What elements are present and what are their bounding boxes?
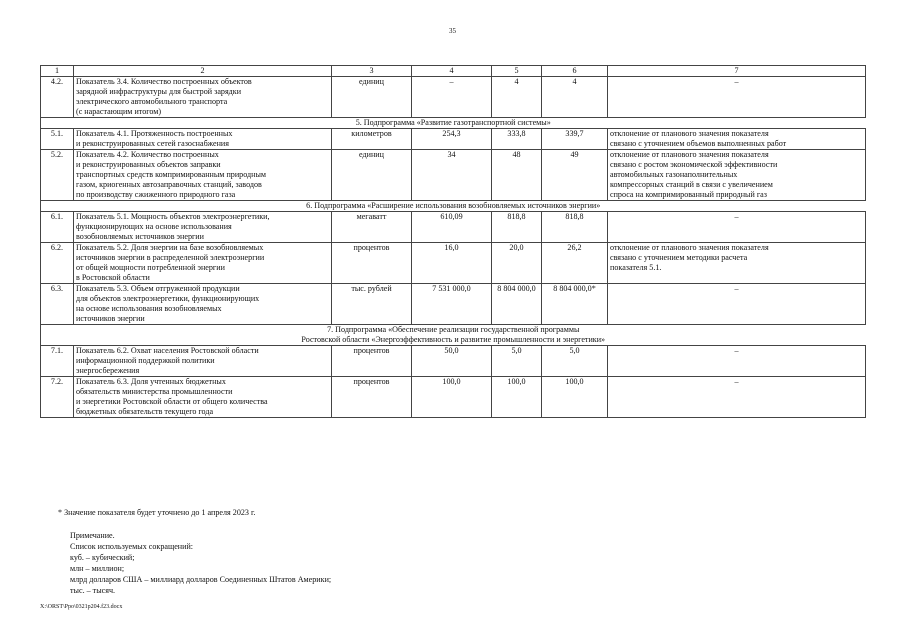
subprogram-row [41, 201, 866, 212]
value-cell: 333,8 [492, 129, 542, 150]
row-number: 5.2. [41, 150, 74, 201]
abbreviation-item: куб. – кубический; [70, 553, 135, 562]
table-row [41, 284, 866, 325]
header-cell: 4 [412, 66, 492, 77]
unit-cell: единиц [332, 77, 412, 118]
notes-block [70, 530, 331, 596]
value-cell: 5,0 [492, 346, 542, 377]
subprogram-row [41, 325, 866, 346]
indicator-name: Показатель 3.4. Количество построенных объектов зарядной инфраструктуры для быстрой зарядки электрического автомобильного транспорта (с нарастающим итогом) [74, 77, 332, 118]
indicators-table [40, 65, 866, 418]
header-cell: 2 [74, 66, 332, 77]
table-row [41, 346, 866, 377]
deviation-note: отклонение от планового значения показателя связано с уточнением методики расчета показателя 5.1. [608, 243, 866, 284]
deviation-note: – [608, 346, 866, 377]
table-row [41, 77, 866, 118]
header-cell: 5 [492, 66, 542, 77]
deviation-note: – [608, 77, 866, 118]
abbreviation-item: млрд долларов США – миллиард долларов Соединенных Штатов Америки; [70, 575, 332, 584]
value-cell: 818,8 [542, 212, 608, 243]
unit-cell: процентов [332, 243, 412, 284]
unit-cell: тыс. рублей [332, 284, 412, 325]
deviation-note: отклонение от планового значения показателя связано с ростом экономической эффективности автомобильных газонаполнительных компрессорных станций в связи с увеличением спроса на компримированный природный газ [608, 150, 866, 201]
value-cell: 8 804 000,0 [492, 284, 542, 325]
row-number: 7.2. [41, 377, 74, 418]
subprogram-title: 5. Подпрограмма «Развитие газотранспортной системы» [41, 118, 866, 129]
value-cell: 26,2 [542, 243, 608, 284]
table-row [41, 129, 866, 150]
indicator-name: Показатель 4.1. Протяженность построенных и реконструированных сетей газоснабжения [74, 129, 332, 150]
value-cell: 8 804 000,0* [542, 284, 608, 325]
indicator-name: Показатель 5.1. Мощность объектов электроэнергетики, функционирующих на основе использования возобновляемых источников энергии [74, 212, 332, 243]
unit-cell: процентов [332, 377, 412, 418]
subprogram-title: 6. Подпрограмма «Расширение использования возобновляемых источников энергии» [41, 201, 866, 212]
value-cell: 100,0 [412, 377, 492, 418]
indicator-name: Показатель 5.2. Доля энергии на базе возобновляемых источников энергии в распределенной электроэнергии от общей мощности потребленной энергии в Ростовской области [74, 243, 332, 284]
value-cell: 16,0 [412, 243, 492, 284]
unit-cell: единиц [332, 150, 412, 201]
page-number: 35 [449, 27, 456, 35]
value-cell: 818,8 [492, 212, 542, 243]
value-cell: 4 [492, 77, 542, 118]
row-number: 6.2. [41, 243, 74, 284]
row-number: 7.1. [41, 346, 74, 377]
value-cell: 48 [492, 150, 542, 201]
value-cell: 5,0 [542, 346, 608, 377]
table-row [41, 377, 866, 418]
value-cell: 49 [542, 150, 608, 201]
notes-subtitle: Список используемых сокращений: [70, 542, 194, 551]
value-cell: 50,0 [412, 346, 492, 377]
unit-cell: километров [332, 129, 412, 150]
header-row [41, 66, 866, 77]
subprogram-title: 7. Подпрограмма «Обеспечение реализации государственной программы Ростовской области «Энергоэффективность и развитие промышленности и энергетики» [41, 325, 866, 346]
value-cell: 100,0 [492, 377, 542, 418]
deviation-note: отклонение от планового значения показателя связано с уточнением объемов выполненных работ [608, 129, 866, 150]
value-cell: 20,0 [492, 243, 542, 284]
file-path: X:\ORST\Ppo\0321p204.f23.docx [40, 604, 123, 610]
value-cell: – [412, 77, 492, 118]
value-cell: 254,3 [412, 129, 492, 150]
value-cell: 100,0 [542, 377, 608, 418]
header-cell: 3 [332, 66, 412, 77]
header-cell: 7 [608, 66, 866, 77]
table-row [41, 150, 866, 201]
deviation-note: – [608, 284, 866, 325]
indicator-name: Показатель 6.2. Охват населения Ростовской области информационной поддержкой политики энергосбережения [74, 346, 332, 377]
indicator-name: Показатель 4.2. Количество построенных и реконструированных объектов заправки транспортных средств компримированным природным газом, криогенных автозаправочных станций, заводов по производству сжиженного природного газа [74, 150, 332, 201]
abbreviation-item: тыс. – тысяч. [70, 586, 116, 595]
table-row [41, 243, 866, 284]
notes-title: Примечание. [70, 531, 115, 540]
value-cell: 610,09 [412, 212, 492, 243]
value-cell: 4 [542, 77, 608, 118]
header-cell: 1 [41, 66, 74, 77]
row-number: 6.3. [41, 284, 74, 325]
value-cell: 339,7 [542, 129, 608, 150]
abbreviation-item: млн – миллион; [70, 564, 125, 573]
value-cell: 34 [412, 150, 492, 201]
row-number: 4.2. [41, 77, 74, 118]
unit-cell: мегаватт [332, 212, 412, 243]
header-cell: 6 [542, 66, 608, 77]
footnote: * Значение показателя будет уточнено до 1 апреля 2023 г. [58, 508, 256, 517]
unit-cell: процентов [332, 346, 412, 377]
table-row [41, 212, 866, 243]
deviation-note: – [608, 212, 866, 243]
value-cell: 7 531 000,0 [412, 284, 492, 325]
row-number: 5.1. [41, 129, 74, 150]
row-number: 6.1. [41, 212, 74, 243]
subprogram-row [41, 118, 866, 129]
indicator-name: Показатель 5.3. Объем отгруженной продукции для объектов электроэнергетики, функционирующих на основе использования возобновляемых источников энергии [74, 284, 332, 325]
deviation-note: – [608, 377, 866, 418]
indicator-name: Показатель 6.3. Доля учтенных бюджетных обязательств министерства промышленности и энергетики Ростовской области от общего количества бюджетных обязательств текущего года [74, 377, 332, 418]
